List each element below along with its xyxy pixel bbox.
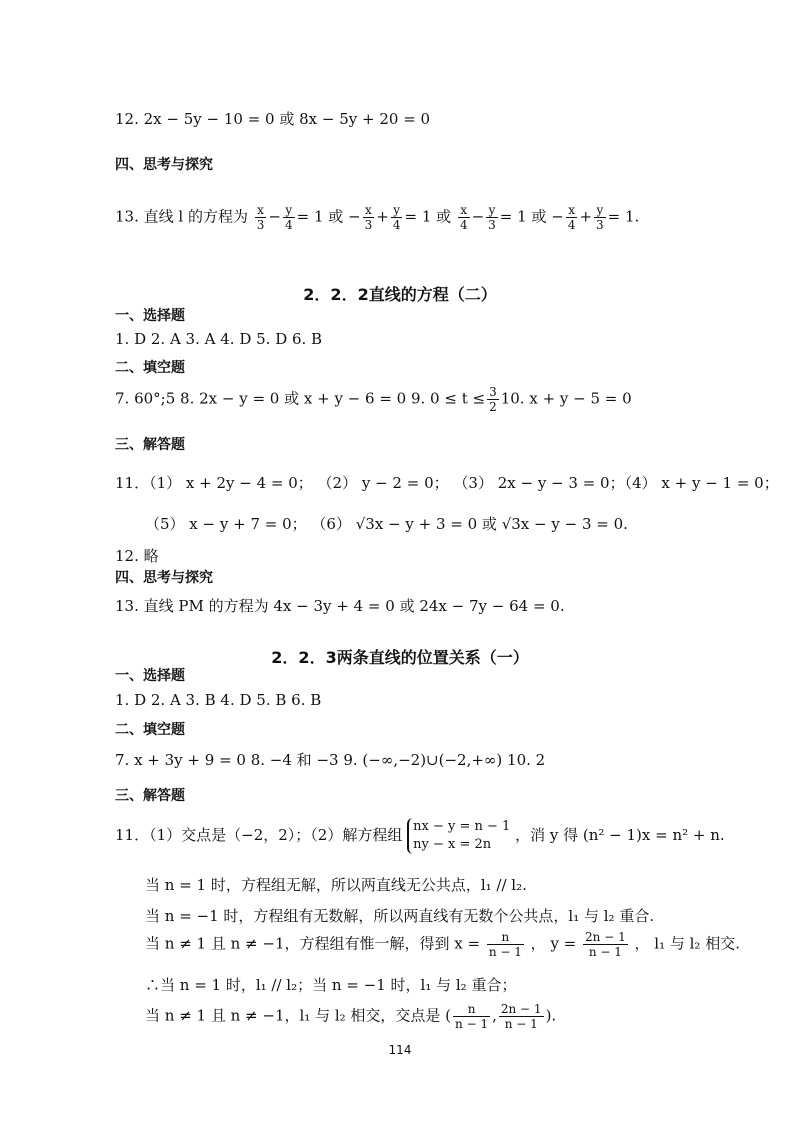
equation-system [407,818,510,854]
fraction-numerator: n [487,930,524,945]
fill-answers-part2: 10. x + y − 5 = 0 [500,389,632,408]
section-heading-fill: 二、填空题 [115,722,185,738]
answer-11-line1 [115,818,725,854]
answer-13-prefix: 13. 直线 l 的方程为 [115,207,248,226]
answer-12: 12. 2x − 5y − 10 = 0 或 8x − 5y + 20 = 0 [115,110,431,128]
equation-2: ny − x = 2n [413,837,492,852]
case-n-equals-minus1: 当 n = −1 时，方程组有无数解，所以两直线有无数个公共点，l₁ 与 l₂ 重合. [145,907,655,925]
answer-13-end: = 1. [607,207,640,226]
or-text: 或 [328,207,344,226]
or-text: 或 [531,207,547,226]
section-heading-fill: 二、填空题 [115,360,185,376]
case-general-y: ， y = [530,934,577,953]
answer-11-eliminate: ，消 y 得 (n² − 1)x = n² + n. [515,826,725,844]
fill-answers [115,385,632,414]
or-text: 或 [436,207,452,226]
answer-11-line1: 11．（1） x + 2y − 4 = 0； （2） y − 2 = 0； （3） 2x − y − 3 = 0；（4） x + y − 1 = 0； [115,474,779,492]
answer-11-intro: 11．（1）交点是（−2，2）；（2）解方程组 [115,826,403,844]
fraction-denominator: n − 1 [504,1017,538,1031]
comma: , [492,1006,497,1025]
conclusion-line2 [145,1002,556,1031]
section-title-2-2-3: 2．2．3两条直线的位置关系（一） [271,648,529,667]
answer-11-line2: （5） x − y + 7 = 0； （6） √3x − y + 3 = 0 或 √3x − y − 3 = 0. [145,515,628,533]
answer-13: 13. 直线 PM 的方程为 4x − 3y + 4 = 0 或 24x − 7y − 64 = 0. [115,597,565,615]
equation-1: nx − y = n − 1 [413,819,511,834]
answer-12: 12. 略 [115,547,159,565]
answer-13: 13. 直线 l 的方程为 $\frac{x}{3}$ − $\frac{y}{4}$ = 1 或 − $\frac{x}{3}$ + $\frac{y}{4}$ = 1 或 $\frac{x}{4}$ − $\frac{y}{3}$ = 1 或 − $\frac{x}{4}$ + $\frac{y}{3}$ = 1. [115,203,640,232]
section-title-2-2-2: 2．2．2直线的方程（二） [303,285,497,304]
fraction-numerator: 2n − 1 [585,930,626,944]
page-number: 114 [388,1043,412,1057]
fill-answers-part1: 7. 60°;5 8. 2x − y = 0 或 x + y − 6 = 0 9. 0 ≤ t ≤ [115,389,486,408]
case-general-text: 当 n ≠ 1 且 n ≠ −1，方程组有惟一解，得到 x = [145,934,481,953]
fraction-denominator: n − 1 [455,1017,489,1031]
fill-answers: 7. x + 3y + 9 = 0 8. −4 和 −3 9. (−∞,−2)∪(−2,+∞) 10. 2 [115,751,546,769]
fraction-numerator: 3 [489,385,497,399]
fraction-denominator: 2 [489,400,497,414]
conclusion-line1: ∴当 n = 1 时，l₁ // l₂；当 n = −1 时，l₁ 与 l₂ 重合； [145,976,517,994]
case-n-equals-1: 当 n = 1 时，方程组无解，所以两直线无公共点，l₁ // l₂. [145,876,527,894]
fraction-denominator: n − 1 [488,945,522,959]
case-general [145,930,740,959]
section-heading-choice: 一、选择题 [115,668,185,684]
section-heading-choice: 一、选择题 [115,308,185,324]
section-heading-solve: 三、解答题 [115,788,185,804]
choice-answers: 1. D 2. A 3. B 4. D 5. B 6. B [115,691,322,709]
section-heading-think: 四、思考与探究 [115,570,213,586]
section-heading-solve: 三、解答题 [115,437,185,453]
fraction-denominator: n − 1 [588,945,622,959]
conclusion-end: ). [545,1006,557,1025]
fraction-numerator: 2n − 1 [500,1002,542,1016]
case-general-result: ， l₁ 与 l₂ 相交. [634,934,740,953]
conclusion-text: 当 n ≠ 1 且 n ≠ −1，l₁ 与 l₂ 相交，交点是 ( [145,1006,452,1025]
choice-answers: 1. D 2. A 3. A 4. D 5. D 6. B [115,330,323,348]
section-heading-think: 四、思考与探究 [115,157,213,173]
fraction-numerator: n [453,1002,490,1017]
